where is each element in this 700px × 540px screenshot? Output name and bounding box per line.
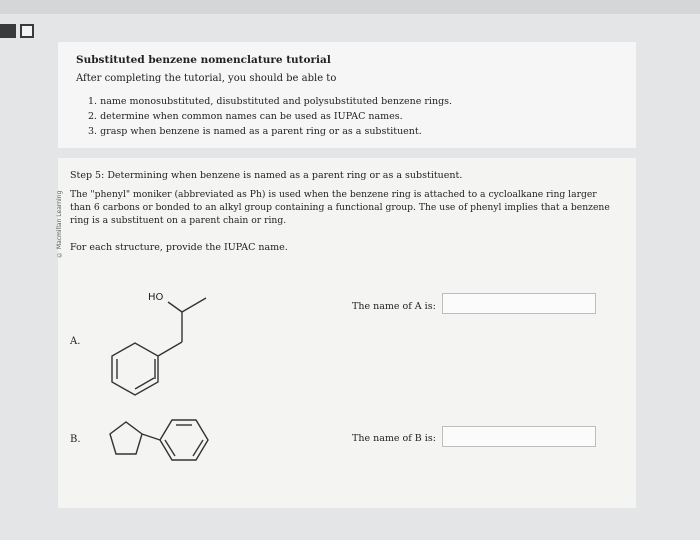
hydroxyl-group-label: HO (148, 292, 164, 303)
objectives-list (88, 94, 452, 139)
question-prompt: For each structure, provide the IUPAC name. (70, 242, 288, 253)
answer-a-label: The name of A is: (352, 301, 436, 312)
bond (182, 298, 206, 312)
bond (158, 342, 182, 356)
structure-a-label: A. (70, 336, 81, 347)
cyclopentane-ring (110, 422, 142, 454)
answer-b-label: The name of B is: (352, 433, 436, 444)
tutorial-title: Substituted benzene nomenclature tutorial (76, 54, 331, 66)
structure-b-diagram (102, 410, 242, 470)
window-outline-icon[interactable] (20, 24, 34, 38)
objective-item: 2. determine when common names can be used as IUPAC names. (88, 111, 403, 122)
step-description: The "phenyl" moniker (abbreviated as Ph) is used when the benzene ring is attached to a cycloalkane ring larger than 6 carbons or bonded to an alkyl group containing a functional group. The use of phenyl implies that a benzene ring is a substituent on a parent chain or ring. (70, 189, 610, 226)
publisher-credit: © Macmillan Learning (56, 190, 63, 258)
benzene-ring-a (112, 343, 158, 395)
objective-item: 1. name monosubstituted, disubstituted and polysubstituted benzene rings. (88, 96, 453, 107)
structure-a-diagram (102, 286, 222, 396)
answer-a-input[interactable] (442, 293, 596, 314)
benzene-ring-b (160, 420, 208, 460)
top-bar (0, 0, 700, 14)
step-card (58, 158, 636, 508)
intro-card (58, 42, 636, 148)
window-icon[interactable] (0, 24, 16, 38)
window-controls (0, 24, 34, 38)
tutorial-lead: After completing the tutorial, you should be able to (76, 73, 337, 84)
bond (168, 302, 182, 312)
answer-b-input[interactable] (442, 426, 596, 447)
structure-b-label: B. (70, 434, 81, 445)
step-title: Step 5: Determining when benzene is named as a parent ring or as a substituent. (70, 170, 463, 181)
objective-item: 3. grasp when benzene is named as a parent ring or as a substituent. (88, 126, 422, 137)
bond (142, 434, 160, 440)
